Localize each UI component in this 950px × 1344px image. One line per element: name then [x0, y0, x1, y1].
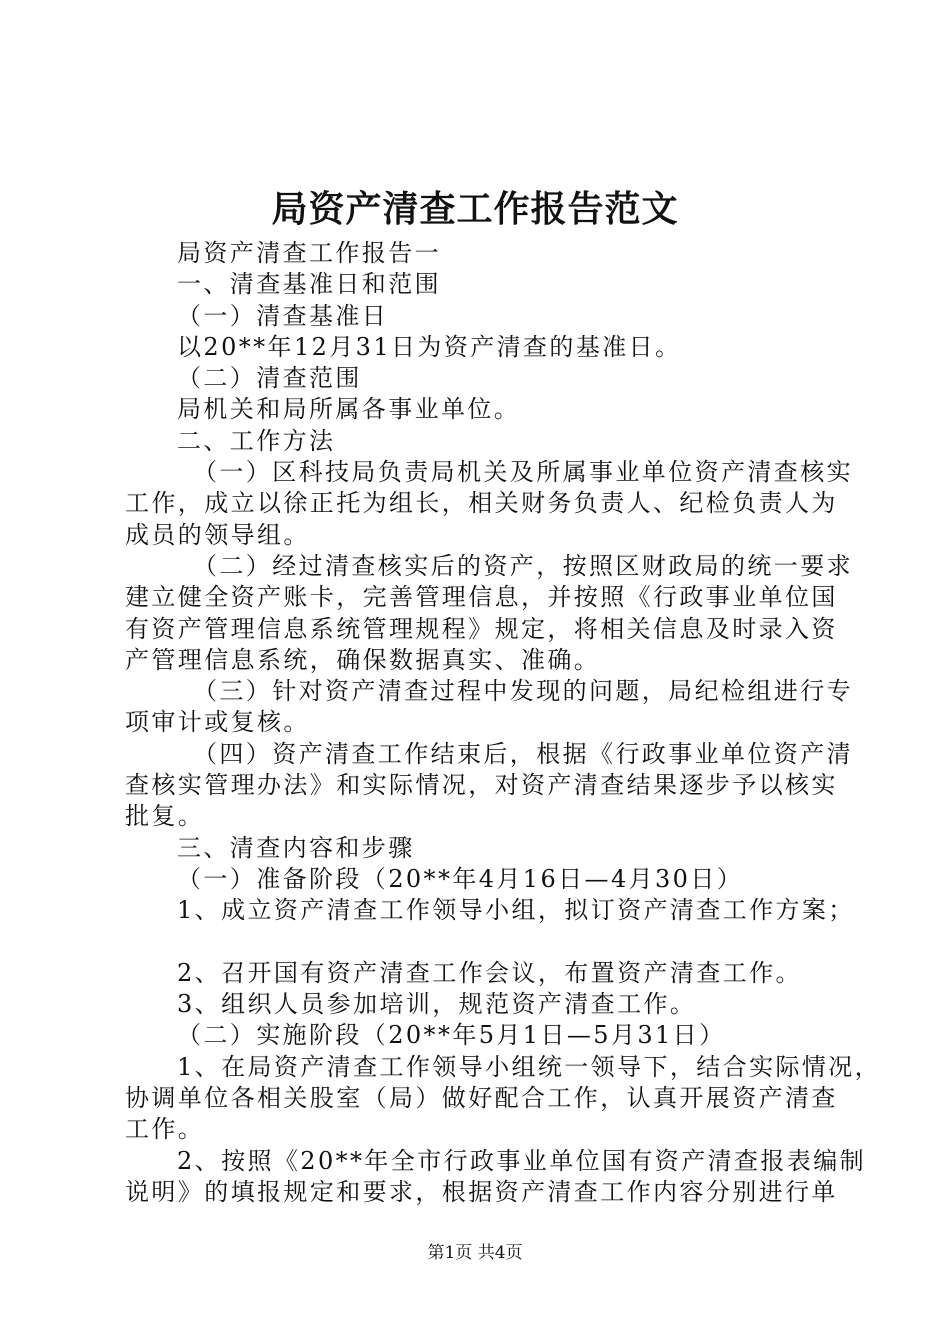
- paragraph-line: （三）针对资产清查过程中发现的问题，局纪检组进行专: [193, 677, 853, 706]
- paragraph-line: 工作，成立以徐正托为组长，相关财务负责人、纪检负责人为: [125, 489, 838, 518]
- document-title: 局资产清查工作报告范文: [271, 188, 679, 230]
- paragraph-line: 成员的领导组。: [125, 520, 310, 549]
- document-body: [125, 238, 882, 1208]
- list-item: 3、组织人员参加培训，规范资产清查工作。: [177, 990, 697, 1019]
- section-heading: 三、清查内容和步骤: [177, 833, 415, 862]
- paragraph-line: 产管理信息系统，确保数据真实、准确。: [125, 645, 601, 674]
- paragraph-line: 项审计或复核。: [125, 708, 310, 737]
- list-item: 1、在局资产清查工作领导小组统一领导下，结合实际情况，: [177, 1052, 882, 1081]
- subsection-heading: （一）清查基准日: [177, 301, 389, 330]
- section-heading: 二、工作方法: [177, 426, 336, 455]
- paragraph-line: 说明》的填报规定和要求，根据资产清查工作内容分别进行单: [125, 1177, 838, 1206]
- paragraph-line: （二）经过清查核实后的资产，按照区财政局的统一要求: [193, 551, 853, 580]
- paragraph-line: 协调单位各相关股室（局）做好配合工作，认真开展资产清查: [125, 1084, 838, 1113]
- paragraph-line: 批复。: [125, 802, 205, 831]
- subsection-heading: （二）清查范围: [177, 364, 362, 393]
- paragraph-line: （四）资产清查工作结束后，根据《行政事业单位资产清: [193, 739, 853, 768]
- paragraph-line: 建立健全资产账卡，完善管理信息，并按照《行政事业单位国: [125, 583, 838, 612]
- list-item: 2、召开国有资产清查工作会议，布置资产清查工作。: [177, 958, 802, 987]
- paragraph-line: 局机关和局所属各事业单位。: [177, 395, 521, 424]
- paragraph-line: （一）区科技局负责局机关及所属事业单位资产清查核实: [193, 458, 853, 487]
- list-item: 1、成立资产清查工作领导小组，拟订资产清查工作方案；: [177, 896, 855, 925]
- page-footer: 第1页 共4页: [427, 1243, 523, 1263]
- paragraph-line: 以20**年12月31日为资产清查的基准日。: [177, 332, 682, 361]
- subsection-heading: （一）准备阶段（20**年4月16日—4月30日）: [177, 864, 744, 893]
- paragraph-line: 工作。: [125, 1115, 205, 1144]
- subsection-heading: （二）实施阶段（20**年5月1日—5月31日）: [177, 1021, 726, 1050]
- blank-line: [125, 927, 835, 958]
- section-heading: 一、清查基准日和范围: [177, 270, 441, 299]
- paragraph-line: 有资产管理信息系统管理规程》规定，将相关信息及时录入资: [125, 614, 838, 643]
- list-item: 2、按照《20**年全市行政事业单位国有资产清查报表编制: [177, 1146, 867, 1175]
- paragraph-line: 查核实管理办法》和实际情况，对资产清查结果逐步予以核实: [125, 771, 838, 800]
- paragraph-line: 局资产清查工作报告一: [177, 239, 441, 267]
